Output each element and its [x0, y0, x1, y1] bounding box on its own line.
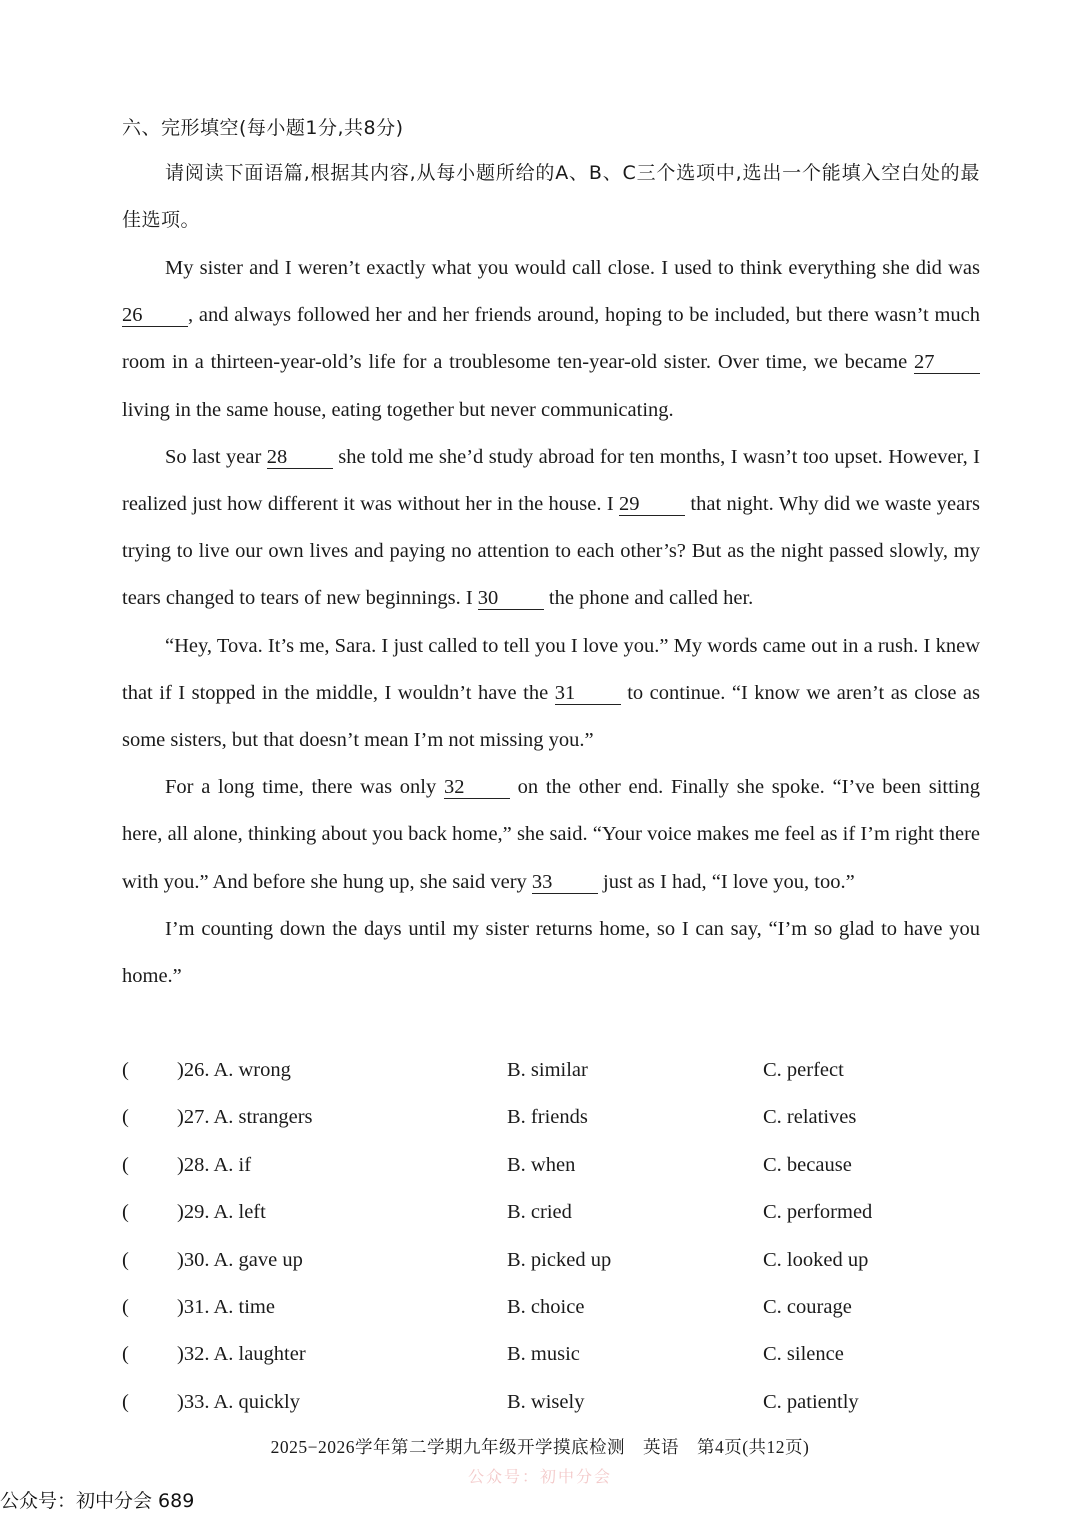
answer-paren-close: [177, 1094, 313, 1141]
answer-paren-open: (: [122, 1248, 129, 1271]
answer-paren-open: (: [122, 1201, 129, 1224]
blank-32: 32: [444, 776, 510, 799]
answer-paren-close: [177, 1379, 300, 1426]
question-number: 30.: [183, 1248, 210, 1271]
answer-paren-close-char: ): [177, 1201, 184, 1224]
option-b: B. picked up: [507, 1248, 612, 1271]
passage-paragraph: [122, 764, 980, 906]
passage-text: living in the same house, eating together but never communicating.: [122, 398, 674, 421]
option-b: B. wisely: [507, 1390, 585, 1413]
option-a: A. time: [213, 1295, 275, 1318]
answer-paren-close-char: ): [177, 1106, 184, 1129]
answer-paren-close: [177, 1237, 303, 1284]
option-a: A. left: [213, 1201, 266, 1224]
option-a: A. if: [213, 1153, 252, 1176]
question-number: 27.: [183, 1106, 210, 1129]
answer-paren-close: [177, 1142, 251, 1189]
passage-text: she told me she’d study abroad for ten months, I wasn’t too upset. However, I realized just how different it was without her in the house. I: [122, 445, 980, 516]
option-b: B. friends: [507, 1106, 588, 1129]
answer-paren-close: [177, 1284, 275, 1331]
passage-paragraph: [122, 623, 980, 765]
option-row: [122, 1379, 980, 1426]
option-b: B. choice: [507, 1295, 585, 1318]
blank-33: 33: [532, 871, 598, 894]
answer-paren-close-char: ): [177, 1248, 184, 1271]
reading-passage: [122, 245, 980, 1000]
answer-paren-open: (: [122, 1390, 129, 1413]
option-row: [122, 1237, 980, 1284]
passage-text: just as I had, “I love you, too.”: [597, 870, 855, 893]
corner-label: 公众号：初中分会 689: [0, 1490, 195, 1512]
passage-text: I’m counting down the days until my sister returns home, so I can say, “I’m so glad to have you home.”: [122, 917, 980, 988]
option-row: [122, 1284, 980, 1331]
answer-paren-close-char: ): [177, 1059, 184, 1081]
passage-text: on the other end. Finally she spoke. “I’ve been sitting here, all alone, thinking about you back home,” she said. “Your voice makes me feel as if I’m right there with you.” And before she hung up, she said very: [122, 776, 980, 893]
question-number: 26.: [183, 1059, 210, 1081]
passage-paragraph: [122, 906, 980, 1000]
passage-text: “Hey, Tova. It’s me, Sara. I just called to tell you I love you.” My words came out in a rush. I knew that if I stopped in the middle, I wouldn’t have the: [122, 634, 980, 704]
option-a: A. gave up: [213, 1248, 303, 1271]
blank-29: 29: [619, 493, 685, 516]
question-number: 29.: [183, 1201, 210, 1224]
option-a: A. laughter: [213, 1343, 306, 1366]
instructions: 请阅读下面语篇,根据其内容,从每小题所给的A、B、C三个选项中,选出一个能填入空白处的最佳选项。: [122, 162, 980, 231]
answer-paren-close-char: ): [177, 1390, 184, 1413]
option-a: A. quickly: [213, 1390, 300, 1413]
answer-paren-close-char: ): [177, 1295, 184, 1318]
blank-28: 28: [267, 446, 333, 469]
option-c: C. performed: [763, 1201, 873, 1224]
option-row: [122, 1094, 980, 1141]
passage-text: , and always followed her and her friends around, hoping to be included, but there wasn’t much room in a thirteen-year-old’s life for a troublesome ten-year-old sister. Over time, we became: [122, 304, 980, 374]
question-number: 28.: [183, 1153, 210, 1176]
passage-text: So last year: [165, 445, 267, 468]
answer-paren-open: (: [122, 1295, 129, 1318]
passage-text: that night. Why did we waste years trying to live our own lives and paying no attention to each other’s? But as the night passed slowly, my tears changed to tears of new beginnings. I: [122, 493, 981, 610]
passage-text: to continue. “I know we aren’t as close as some sisters, but that doesn’t mean I’m not missing you.”: [122, 681, 980, 752]
section-title: 六、完形填空(每小题1分,共8分): [122, 117, 404, 139]
blank-30: 30: [478, 587, 544, 610]
question-number: 32.: [183, 1343, 210, 1366]
option-c: C. relatives: [763, 1106, 857, 1129]
blank-31: 31: [555, 682, 621, 705]
blank-27: 27: [914, 351, 980, 374]
passage-text: For a long time, there was only: [165, 776, 444, 799]
option-a: A. wrong: [213, 1059, 291, 1081]
option-row: [122, 1331, 980, 1378]
answer-paren-open: (: [122, 1343, 129, 1366]
passage-paragraph: [122, 434, 980, 623]
answer-paren-close: [177, 1331, 306, 1378]
option-row: [122, 1189, 980, 1236]
option-b: B. when: [507, 1153, 576, 1176]
option-a: A. strangers: [213, 1106, 313, 1129]
option-b: B. music: [507, 1343, 580, 1366]
passage-paragraph: [122, 245, 980, 434]
option-b: B. cried: [507, 1201, 572, 1224]
option-c: C. perfect: [763, 1059, 844, 1081]
option-c: C. patiently: [763, 1390, 859, 1413]
option-c: C. courage: [763, 1295, 852, 1318]
passage-text: the phone and called her.: [543, 587, 754, 610]
blank-26: 26: [122, 304, 188, 327]
watermark: 公众号：初中分会: [467, 1467, 612, 1486]
question-number: 33.: [183, 1390, 210, 1413]
option-c: C. looked up: [763, 1248, 869, 1271]
option-b: B. similar: [507, 1059, 588, 1081]
answer-paren-close: [177, 1047, 291, 1094]
answer-paren-close-char: ): [177, 1343, 184, 1366]
option-c: C. silence: [763, 1343, 844, 1366]
answer-paren-open: (: [122, 1106, 129, 1129]
page-footer: 2025−2026学年第二学期九年级开学摸底检测 英语 第4页(共12页): [270, 1437, 810, 1457]
passage-text: My sister and I weren’t exactly what you would call close. I used to think everything she did was: [165, 257, 980, 279]
answer-paren-close-char: ): [177, 1153, 184, 1176]
option-row: [122, 1047, 980, 1094]
answer-paren-open: (: [122, 1153, 129, 1176]
answer-paren-close: [177, 1189, 266, 1236]
answer-paren-open: (: [122, 1059, 129, 1081]
options-list: [122, 1047, 980, 1426]
question-number: 31.: [183, 1295, 210, 1318]
option-row: [122, 1142, 980, 1189]
option-c: C. because: [763, 1153, 852, 1176]
